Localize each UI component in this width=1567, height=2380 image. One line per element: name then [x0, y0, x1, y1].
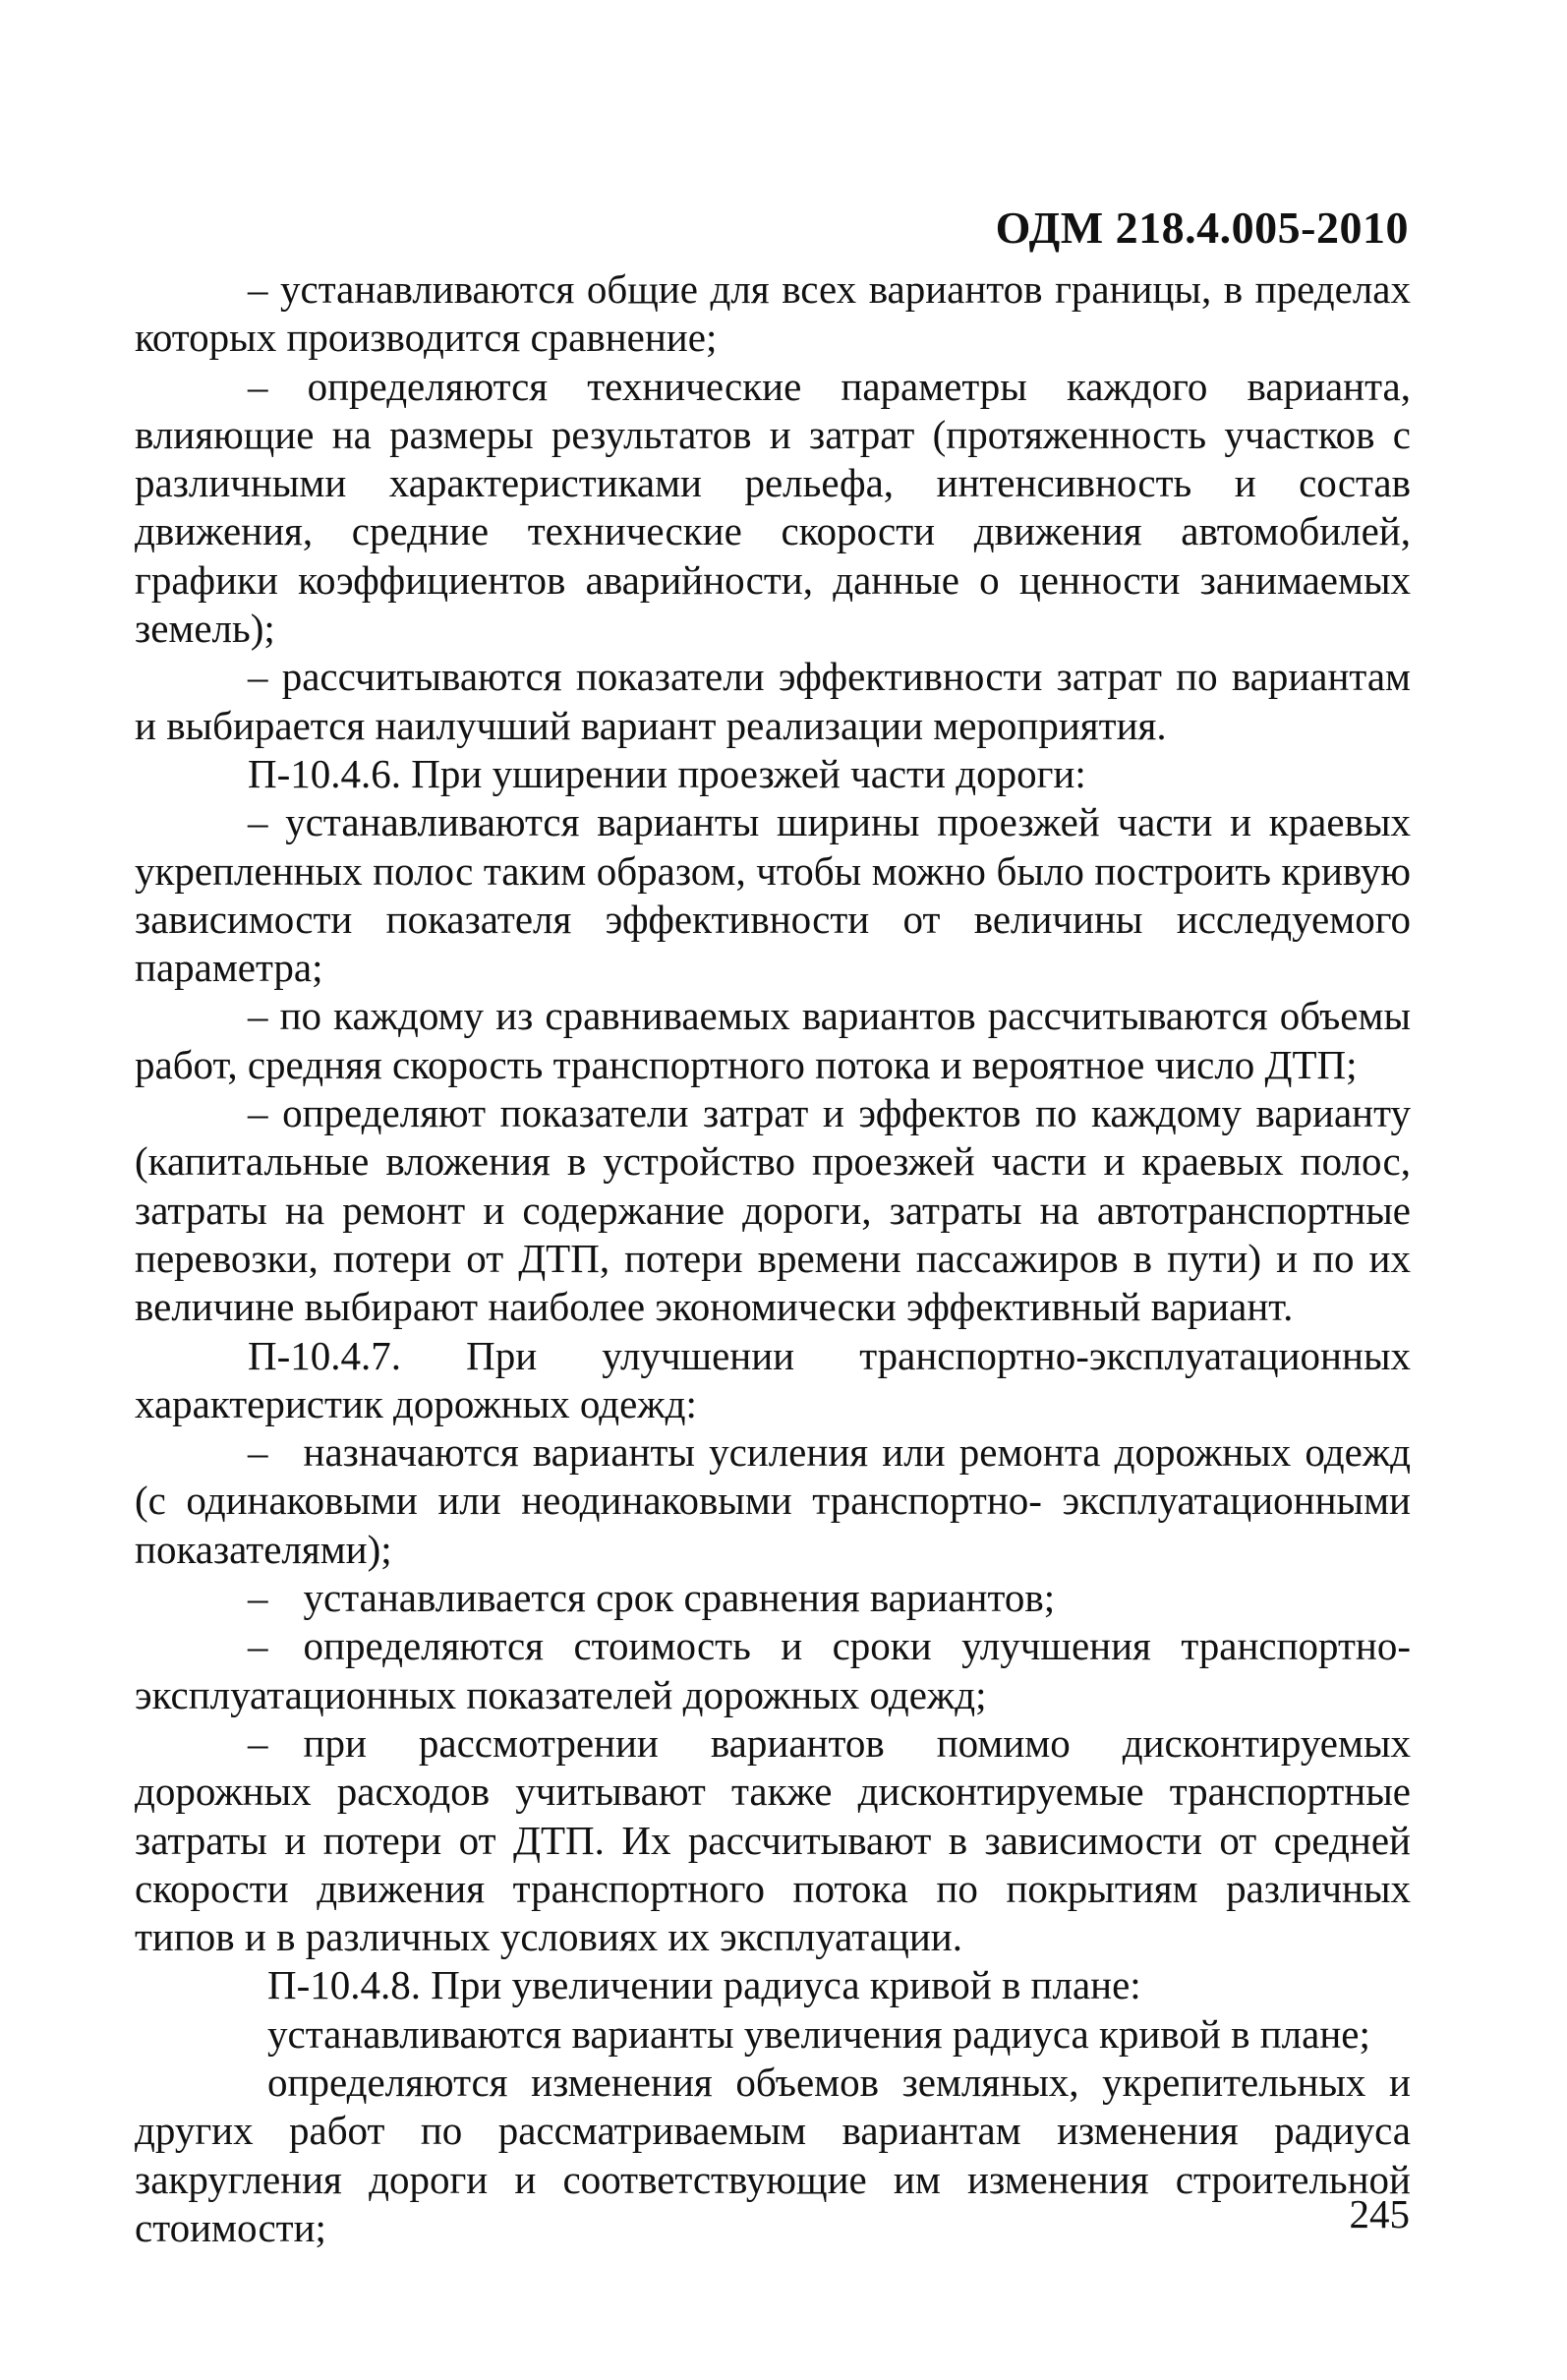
section-heading: П-10.4.8. При увеличении радиуса кривой в плане: — [267, 1962, 1141, 2008]
list-item-text: при рассмотрении вариантов помимо дисконтируемых дорожных расходов учитывают также дисконтируемые транспортные затраты и потери от ДТП. Их рассчитывают в зависимости от средней скорости движения транспортного потока по покрытиям различных типов и в различных условиях их эксплуатации. — [135, 1719, 1411, 1960]
list-item — [135, 1428, 1411, 1574]
paragraph: – устанавливаются общие для всех вариантов границы, в пределах которых производится сравнение; — [135, 266, 1411, 361]
page-number: 245 — [1349, 2191, 1410, 2236]
dash-marker: – — [248, 1575, 268, 1621]
paragraph: – по каждому из сравниваемых вариантов рассчитываются объемы работ, средняя скорость транспортного потока и вероятное число ДТП; — [135, 993, 1411, 1087]
list-item — [135, 1622, 1411, 1719]
dash-marker: – — [248, 1719, 268, 1766]
paragraph: устанавливаются варианты увеличения радиуса кривой в плане; — [267, 2010, 1370, 2057]
list-item-text: определяются стоимость и сроки улучшения транспортно-эксплуатационных показателей дорожных одежд; — [135, 1623, 1411, 1717]
dash-marker: – — [248, 1429, 268, 1476]
list-item — [135, 1574, 1411, 1622]
section-heading: П-10.4.7. При улучшении транспортно-эксплуатационных характеристик дорожных одежд: — [135, 1332, 1411, 1426]
section-heading: П-10.4.6. При уширении проезжей части дороги: — [248, 750, 1086, 796]
paragraph: – устанавливаются варианты ширины проезжей части и краевых укрепленных полос таким образом, чтобы можно было построить кривую зависимости показателя эффективности от величины исследуемого параметра; — [135, 799, 1411, 991]
dash-marker: – — [248, 1623, 268, 1669]
paragraph: определяются изменения объемов земляных, укрепительных и других работ по рассматриваемым вариантам изменения радиуса закругления дороги и соответствующие им изменения строительной стоимости; — [135, 2059, 1411, 2250]
document-code-header: ОДМ 218.4.005-2010 — [995, 203, 1409, 253]
paragraph: – рассчитываются показатели эффективности затрат по вариантам и выбирается наилучший вариант реализации мероприятия. — [135, 654, 1411, 748]
paragraph: – определяют показатели затрат и эффектов по каждому варианту (капитальные вложения в устройство проезжей части и краевых полос, затраты на ремонт и содержание дороги, затраты на автотранспортные перевозки, потери от ДТП, потери времени пассажиров в пути) и по их величине выбирают наиболее экономически эффективный вариант. — [135, 1090, 1411, 1330]
list-item — [135, 1719, 1411, 1961]
list-item-text: устанавливается срок сравнения вариантов; — [303, 1575, 1056, 1621]
body-text — [135, 265, 1411, 2252]
paragraph: – определяются технические параметры каждого варианта, влияющие на размеры результатов и затрат (протяженность участков с различными характеристиками рельефа, интенсивность и состав движения, средние технические скорости движения автомобилей, графики коэффициентов аварийности, данные о ценности занимаемых земель); — [135, 363, 1411, 652]
list-item-text: назначаются варианты усиления или ремонта дорожных одежд (с одинаковыми или неодинаковыми транспортно- эксплуатационными показателями); — [135, 1429, 1411, 1572]
